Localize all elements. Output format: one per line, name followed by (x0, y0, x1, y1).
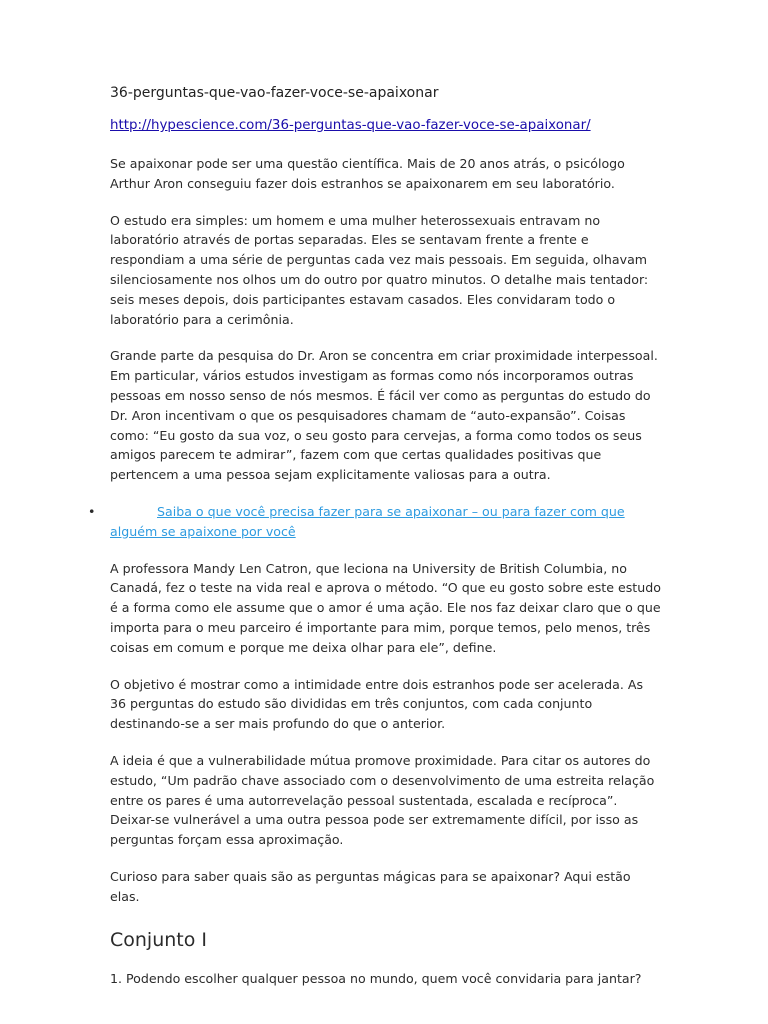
source-url-link[interactable]: http://hypescience.com/36-perguntas-que-vao-fazer-voce-se-apaixonar/ (110, 118, 591, 133)
bullet-icon: • (88, 503, 96, 519)
paragraph-study: O estudo era simples: um homem e uma mulher heterossexuais entravam no laboratório através de portas separadas. Eles se sentavam frente a frente e respondiam a uma série de perguntas cada vez mais pessoais. Em seguida, olhavam silenciosamente nos olhos um do outro por quatro minutos. O detalhe mais tentador: seis meses depois, dois participantes estavam casados. Eles convidaram todo o laboratório para a cerimônia. (110, 212, 649, 327)
related-link-list-item (88, 502, 662, 542)
section-heading: Conjunto I (110, 928, 208, 951)
document-content (88, 82, 662, 1005)
paragraph-intro: Se apaixonar pode ser uma questão científica. Mais de 20 anos atrás, o psicólogo Arthur Aron conseguiu fazer dois estranhos se apaixonarem em seu laboratório. (110, 156, 625, 191)
paragraph-research: Grande parte da pesquisa do Dr. Aron se concentra em criar proximidade interpessoal. Em particular, vários estudos investigam as formas como nós incorporamos outras pessoas em nosso senso de nós mesmos. É fácil ver como as perguntas do estudo do Dr. Aron incentivam o que os pesquisadores chamam de “auto-expansão”. Coisas como: “Eu gosto da sua voz, o seu gosto para cervejas, a forma como todos os seus amigos parecem te admirar”, fazem com que certas qualidades positivas que pertencem a uma pessoa sejam explicitamente valiosas para a outra. (110, 348, 658, 483)
paragraph-curious: Curioso para saber quais são as perguntas mágicas para se apaixonar? Aqui estão elas. (110, 868, 631, 904)
question-item: 1. Podendo escolher qualquer pessoa no mundo, quem você convidaria para jantar? (110, 970, 642, 986)
paragraph-objective: O objetivo é mostrar como a intimidade entre dois estranhos pode ser acelerada. As 36 perguntas do estudo são divididas em três conjuntos, com cada conjunto destinando-se a ser mais profundo do que o anterior. (110, 676, 644, 732)
related-article-link[interactable]: Saiba o que você precisa fazer para se apaixonar – ou para fazer com que alguém se apaixone por você (110, 503, 625, 539)
paragraph-catron: A professora Mandy Len Catron, que leciona na University de British Columbia, no Canadá, fez o teste na vida real e aprova o método. “O que eu gosto sobre este estudo é a forma como ele assume que o amor é uma ação. Ele nos faz deixar claro que o que importa para o meu parceiro é importante para mim, porque temos, pelo menos, três coisas em comum e porque me deixa olhar para ele”, define. (110, 560, 661, 655)
document-title: 36-perguntas-que-vao-fazer-voce-se-apaixonar (110, 85, 439, 101)
paragraph-vulnerability: A ideia é que a vulnerabilidade mútua promove proximidade. Para citar os autores do estudo, “Um padrão chave associado com o desenvolvimento de uma estreita relação entre os pares é uma autorrevelação pessoal sustentada, escalada e recíproca”. Deixar-se vulnerável a uma outra pessoa pode ser extremamente difícil, por isso as perguntas forçam essa aproximação. (110, 752, 655, 848)
